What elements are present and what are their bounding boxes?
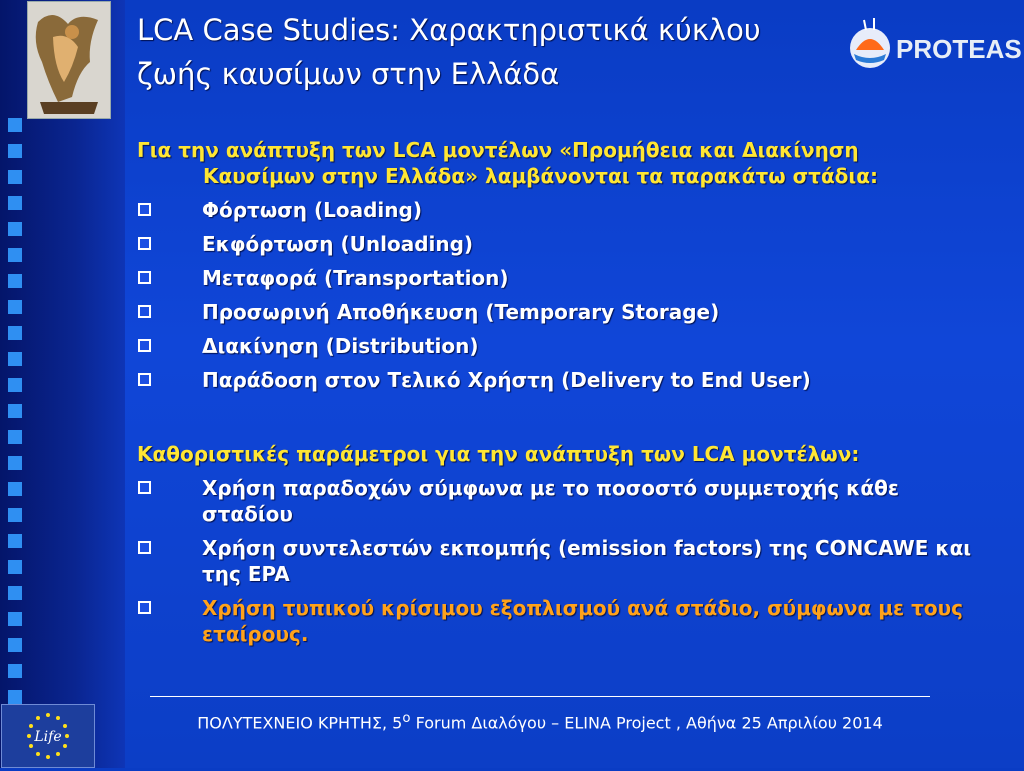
list-item-highlight <box>137 595 997 647</box>
list-item-text: Χρήση συντελεστών εκπομπής (emission factors) της CONCAWE και της EPA <box>202 536 972 586</box>
footer-text-post: Forum Διαλόγου – ELINA Project , Αθήνα 25 Απριλίου 2014 <box>410 713 883 733</box>
list-item-text-highlighted: Χρήση τυπικού κρίσιμου εξοπλισμού ανά στάδιο, σύμφωνα με τους εταίρους. <box>202 596 963 646</box>
section1-intro <box>137 137 997 189</box>
list-item <box>137 475 997 527</box>
bullet-square-icon <box>138 601 151 614</box>
list-item <box>137 197 997 223</box>
footer-text <box>140 711 940 732</box>
section1-intro-line1: Για την ανάπτυξη των LCA μοντέλων «Προμήθεια και Διακίνηση <box>137 138 859 162</box>
list-item-text: Διακίνηση (Distribution) <box>202 334 479 358</box>
title-line-1: LCA Case Studies: Χαρακτηριστικά κύκλου <box>137 13 761 47</box>
bullet-square-icon <box>138 481 151 494</box>
eu-logo-text: Life <box>34 729 62 745</box>
list-item-text: Παράδοση στον Τελικό Χρήστη (Delivery to End User) <box>202 368 811 392</box>
list-item <box>137 535 997 587</box>
list-item-text: Φόρτωση (Loading) <box>202 198 422 222</box>
list-item-text: Προσωρινή Αποθήκευση (Temporary Storage) <box>202 300 720 324</box>
section1-intro-line2: Καυσίμων στην Ελλάδα» λαμβάνονται τα παρακάτω στάδια: <box>203 164 878 188</box>
proteas-logo-text: PROTEAS <box>896 34 1022 64</box>
bullet-square-icon <box>138 305 151 318</box>
bullet-square-icon <box>138 203 151 216</box>
proteas-logo <box>846 14 1022 76</box>
eu-life-logo <box>1 704 95 768</box>
bullet-square-icon <box>138 237 151 250</box>
decorative-squares <box>8 118 26 716</box>
bullet-square-icon <box>138 541 151 554</box>
bullet-square-icon <box>138 339 151 352</box>
list-item <box>137 367 997 393</box>
footer-text-pre: ΠΟΛΥΤΕΧΝΕΙΟ ΚΡΗΤΗΣ, 5 <box>197 713 403 733</box>
university-logo <box>27 1 111 119</box>
list-item <box>137 231 997 257</box>
list-item <box>137 299 997 325</box>
title-line-2: ζωής καυσίμων στην Ελλάδα <box>137 57 560 91</box>
footer-text-sup: ο <box>402 711 411 726</box>
list-item-text: Χρήση παραδοχών σύμφωνα με το ποσοστό συμμετοχής κάθε σταδίου <box>202 476 900 526</box>
list-item-text: Εκφόρτωση (Unloading) <box>202 232 474 256</box>
section2-intro: Καθοριστικές παράμετροι για την ανάπτυξη των LCA μοντέλων: <box>137 442 860 466</box>
bullet-square-icon <box>138 373 151 386</box>
list-item <box>137 265 997 291</box>
bullet-square-icon <box>138 271 151 284</box>
list-item <box>137 333 997 359</box>
main-content <box>137 137 997 647</box>
list-item-text: Μεταφορά (Transportation) <box>202 266 509 290</box>
footer-divider <box>150 696 930 697</box>
page-title <box>137 8 837 96</box>
